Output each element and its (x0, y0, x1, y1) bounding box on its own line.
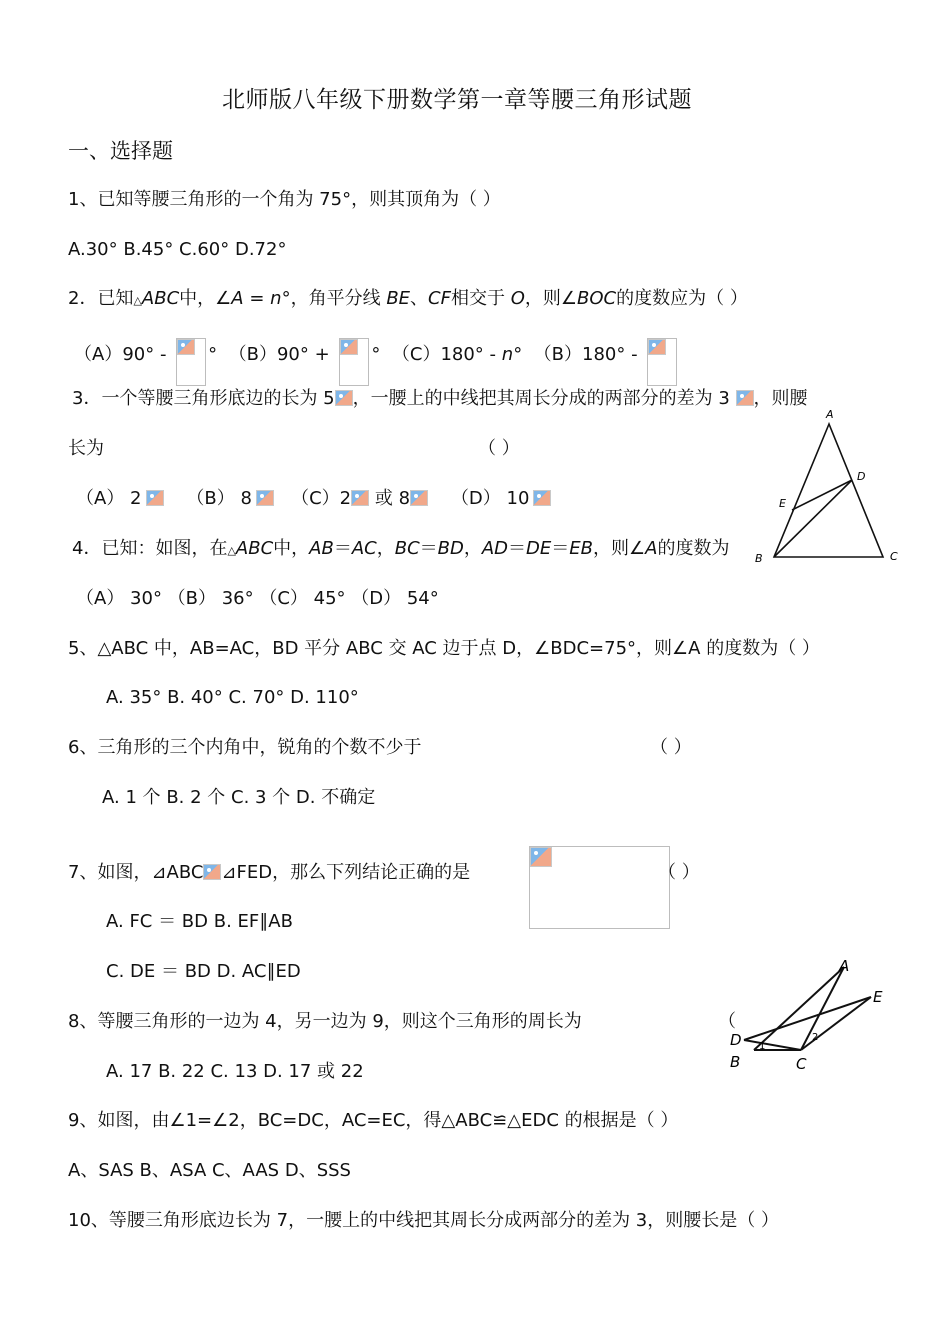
broken-image-icon (339, 338, 369, 386)
question-3-options (76, 488, 551, 510)
question-6-paren: （ ） (650, 737, 692, 758)
q4-text: 4．已知：如图，在 (72, 538, 228, 559)
broken-image-icon (736, 390, 754, 406)
label-c: C (796, 1055, 807, 1073)
q2-option-a-unit: ° (208, 344, 218, 365)
q4-var: EB (569, 538, 594, 559)
q4-text: 中， (273, 538, 310, 559)
q4-var: ABC (235, 538, 274, 559)
q3-option-a: （A） 2 (76, 488, 142, 509)
question-9-options: A、SAS B、ASA C、AAS D、SSS (68, 1160, 351, 1181)
q2-text: = (243, 288, 271, 309)
question-9: 9、如图，由∠1=∠2，BC=DC，AC=EC，得△ABC≌△EDC 的根据是（ ） (68, 1110, 679, 1131)
q2-option-c-unit: ° (513, 344, 523, 365)
q3-option-c: （C）2 (291, 488, 352, 509)
broken-image-icon (176, 338, 206, 386)
q3-option-c: 或 8 (374, 488, 411, 509)
label-e: E (779, 497, 786, 510)
q4-text: ＝ (333, 538, 352, 559)
question-7-options-1: A. FC ＝ BD B. EF∥AB (106, 911, 293, 932)
q4-text: ＝ (419, 538, 438, 559)
question-2 (68, 288, 748, 312)
question-1-options: A.30° B.45° C.60° D.72° (68, 239, 287, 260)
q2-option-d: （B）180° - (533, 344, 638, 365)
label-a: A (826, 408, 834, 421)
question-3 (72, 388, 808, 410)
q2-var: n (501, 344, 514, 365)
label-a: A (839, 957, 850, 975)
question-8-options: A. 17 B. 22 C. 13 D. 17 或 22 (106, 1061, 364, 1082)
question-2-options (74, 338, 677, 372)
q4-text: ＝ (508, 538, 527, 559)
question-1: 1、已知等腰三角形的一个角为 75°，则其顶角为（ ） (68, 189, 501, 210)
q4-var: BD (437, 538, 464, 559)
broken-image-icon (410, 490, 428, 506)
q4-var: A (645, 538, 658, 559)
broken-image-figure (529, 846, 670, 929)
question-8-paren: （ (718, 1011, 736, 1032)
q3-option-d: （D） 10 (450, 488, 530, 509)
figure-q8 (726, 955, 896, 1075)
broken-image-icon (146, 490, 164, 506)
q4-var: DE (526, 538, 552, 559)
q2-text: ，则∠ (524, 288, 578, 309)
q2-var: ABC (141, 288, 180, 309)
q2-text: 中，∠ (179, 288, 232, 309)
question-6-options: A. 1 个 B. 2 个 C. 3 个 D. 不确定 (102, 787, 376, 808)
triangle-symbol: △ (227, 544, 236, 557)
q4-var: AB (309, 538, 334, 559)
q2-var: n (270, 288, 282, 309)
broken-image-icon (203, 864, 221, 880)
question-4 (72, 538, 756, 562)
q2-text: 、 (410, 288, 429, 309)
broken-image-icon (647, 338, 677, 386)
question-8: 8、等腰三角形的一边为 4，另一边为 9，则这个三角形的周长为 (68, 1011, 582, 1032)
q2-option-c: （C）180° - (391, 344, 497, 365)
q4-text: 的度数为 (657, 538, 730, 559)
broken-image-icon (256, 490, 274, 506)
q4-text: ， (463, 538, 482, 559)
question-6: 6、三角形的三个内角中，锐角的个数不少于 (68, 737, 422, 758)
label-c: C (890, 550, 898, 563)
q2-var: BOC (577, 288, 617, 309)
label-d: D (857, 470, 866, 483)
q4-var: AC (351, 538, 377, 559)
label-b: B (730, 1053, 741, 1071)
q2-var: BE (386, 288, 411, 309)
broken-image-icon (533, 490, 551, 506)
label-b: B (755, 552, 763, 564)
q3-text: ，则腰 (753, 388, 808, 409)
question-5-options: A. 35° B. 40° C. 70° D. 110° (106, 687, 359, 708)
question-7 (68, 862, 470, 884)
q2-text: 2．已知 (68, 288, 134, 309)
q2-var: A (231, 288, 244, 309)
question-7-paren: （ ） (658, 862, 700, 883)
broken-image-icon (335, 390, 353, 406)
label-d: D (730, 1031, 742, 1049)
q3-option-b: （B） 8 (186, 488, 252, 509)
q2-option-b: （B）90° + (228, 344, 330, 365)
q4-var: BC (394, 538, 420, 559)
label-e: E (873, 988, 883, 1006)
q3-text: ，一腰上的中线把其周长分成的两部分的差为 3 (352, 388, 730, 409)
broken-image-icon (351, 490, 369, 506)
question-3-line2: 长为 (68, 438, 104, 459)
q4-text: ，则∠ (593, 538, 646, 559)
q2-text: °，角平分线 (281, 288, 387, 309)
question-10: 10、等腰三角形底边长为 7，一腰上的中线把其周长分成两部分的差为 3，则腰长是（ ） (68, 1210, 779, 1231)
triangle-figure-q4 (752, 404, 902, 564)
q2-text: 相交于 (450, 288, 511, 309)
q2-var: CF (428, 288, 451, 309)
label-2: 2 (812, 1032, 819, 1043)
triangle-symbol: △ (133, 294, 142, 307)
page-title: 北师版八年级下册数学第一章等腰三角形试题 (222, 87, 692, 113)
q3-text: 3．一个等腰三角形底边的长为 5 (72, 388, 335, 409)
q2-option-b-unit: ° (371, 344, 381, 365)
q2-text: 的度数应为（ ） (616, 288, 748, 309)
q7-text: 7、如图，⊿ABC (68, 862, 204, 883)
q7-text: ⊿FED，那么下列结论正确的是 (221, 862, 471, 883)
question-4-options: （A） 30° （B） 36° （C） 45° （D） 54° (76, 588, 439, 609)
question-3-paren: （ ） (478, 438, 520, 459)
q4-text: ＝ (551, 538, 570, 559)
label-1: 1 (759, 1041, 766, 1052)
q4-text: ， (376, 538, 395, 559)
question-7-options-2: C. DE ＝ BD D. AC∥ED (106, 961, 301, 982)
q4-var: AD (481, 538, 509, 559)
question-5: 5、△ABC 中，AB=AC，BD 平分 ABC 交 AC 边于点 D，∠BDC=75°，则∠A 的度数为（ ） (68, 638, 820, 659)
q2-option-a: （A）90° - (74, 344, 167, 365)
q2-var: O (510, 288, 525, 309)
section-heading: 一、选择题 (68, 139, 173, 163)
